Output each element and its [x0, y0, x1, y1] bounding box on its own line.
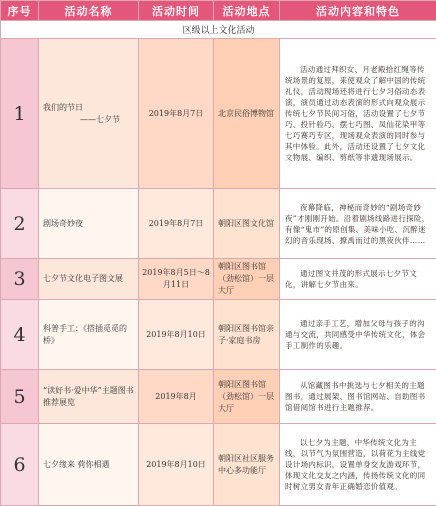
activity-place: 北京民俗博物馆	[214, 39, 280, 189]
activity-place: 朝阳区图书馆亲子·家庭书房	[214, 300, 280, 370]
activity-name: 七夕缘来 荷你相遇	[39, 424, 139, 506]
activity-time: 2019年8月5日～8月11日	[139, 259, 214, 300]
activity-time: 2019年8月10日	[139, 424, 214, 506]
activity-name: 科普手工：《搭插觅觅的桥》	[39, 300, 139, 370]
table-header-row	[1, 1, 436, 21]
activity-place: 朝阳区图书馆（劲松馆）一层大厅	[214, 259, 280, 300]
activity-place: 朝阳区图书馆（劲松馆）一层大厅	[214, 370, 280, 424]
table-row	[1, 259, 436, 300]
activity-time: 2019年8月7日	[139, 39, 214, 189]
header-activity-time: 活动时间	[139, 1, 214, 21]
table-row	[1, 39, 436, 189]
row-number: 1	[1, 39, 39, 189]
activity-name-main: 我们的节日	[43, 103, 83, 112]
section-title: 区级以上文化活动	[1, 21, 436, 39]
activity-description: 通过图文并茂的形式展示七夕节文化，讲解七夕节由来。	[280, 259, 436, 300]
header-activity-name: 活动名称	[39, 1, 139, 21]
row-number: 5	[1, 370, 39, 424]
row-number: 6	[1, 424, 39, 506]
table-row	[1, 300, 436, 370]
activity-name: 七夕节文化电子图文展	[39, 259, 139, 300]
row-number: 2	[1, 189, 39, 259]
table-row	[1, 370, 436, 424]
activity-place: 朝阳区社区服务中心多功能厅	[214, 424, 280, 506]
activity-place: 朝阳区图文化馆	[214, 189, 280, 259]
activity-description: 活动通过拜织女、月老殿拾红绳等传统场景的复原，来使观众了解中国的传统礼仪，活动现场还将进行七夕习俗动态表演，演员通过动态表演的形式向观众展示传统七夕节民间习俗，活动设置了七夕节巧、投针验巧、摆七巧图、凤仙花染甲等七巧赛巧专区，现场观众表演的同时参与其中体验。此外，活动还设置了七夕文化文物展、编织、剪纸等非遗现场展示。	[280, 39, 436, 189]
header-index: 序号	[1, 1, 39, 21]
activity-description: 夜幕降临，神秘而奇妙的“剧场奇妙夜”才刚刚开始。沿着剧场线路进行探险，有像“鬼市”的原创集、美味小吃、沉醉迷幻的音乐现场、撩禹而过的黑夜伙伴……	[280, 189, 436, 259]
activity-description: 通过亲手工艺，增加父母与孩子的沟通与交流，共同感受中华传统文化，体会手工制作的乐趣。	[280, 300, 436, 370]
table-row	[1, 424, 436, 506]
activity-name	[39, 39, 139, 189]
row-number: 3	[1, 259, 39, 300]
activity-name: “读好书·爱中华”主题图书推荐展览	[39, 370, 139, 424]
activity-time: 2019年8月10日	[139, 300, 214, 370]
activity-name: 剧场奇妙夜	[39, 189, 139, 259]
activity-time: 2019年8月7日	[139, 189, 214, 259]
row-number: 4	[1, 300, 39, 370]
activity-name-sub: ——七夕节	[43, 114, 134, 126]
section-row	[1, 21, 436, 39]
activity-description: 以七夕为主题，中华传统文化为主线，以节气为氛围营造，以荷花为主线党设计场内标识，设置单身交友游戏环节，体现文化交友之内涵，传扬传统文化的同时树立男女青年正确婚恋价值观。	[280, 424, 436, 506]
header-activity-place: 活动地点	[214, 1, 280, 21]
header-activity-content: 活动内容和特色	[280, 1, 436, 21]
activity-description: 从馆藏图书中挑选与七夕相关的主题图书，通过展架、图书馆网站、自助图书馆借阅馆书进行主题推荐。	[280, 370, 436, 424]
activity-time: 2019年8月	[139, 370, 214, 424]
table-row	[1, 189, 436, 259]
